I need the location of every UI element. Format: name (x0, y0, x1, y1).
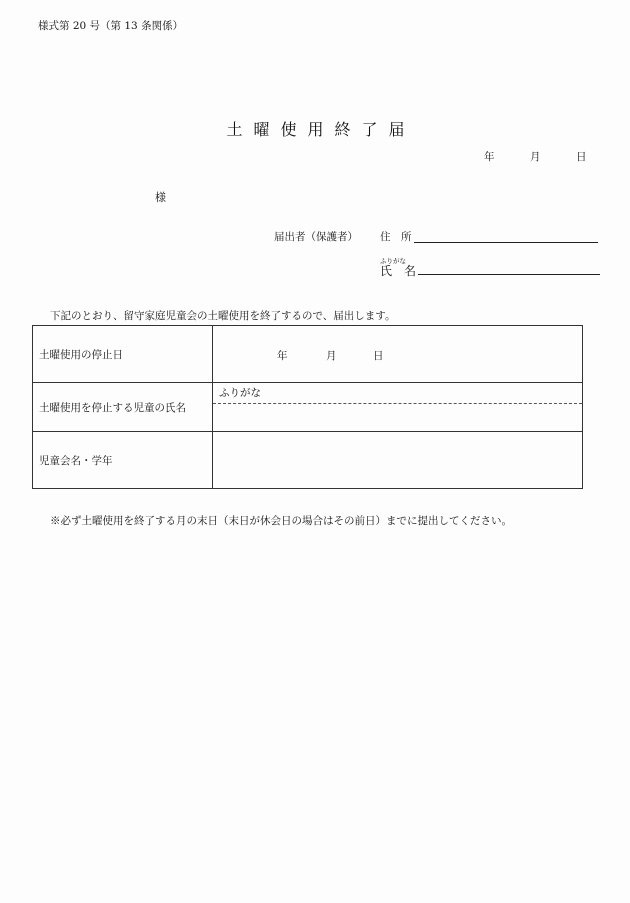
date-year-label: 年 (484, 151, 495, 163)
child-name-label: 土曜使用を停止する児童の氏名 (33, 383, 213, 432)
name-furigana-label: ふりがな (380, 257, 406, 265)
table-row (33, 383, 583, 432)
address-field[interactable] (414, 242, 598, 243)
club-grade-field[interactable] (213, 432, 583, 489)
stop-date-month-label: 月 (326, 350, 337, 362)
submission-note: ※必ず土曜使用を終了する月の末日（末日が休会日の場合はその前日）までに提出してください。 (50, 515, 512, 527)
stop-date-label: 土曜使用の停止日 (33, 326, 213, 383)
table-row (33, 326, 583, 383)
child-furigana-label: ふりがな (219, 387, 261, 399)
name-field[interactable] (418, 274, 600, 275)
submission-date (484, 149, 587, 164)
addressee-suffix: 様 (155, 191, 166, 204)
child-name-field[interactable] (213, 404, 582, 431)
name-label: 氏 名 (380, 264, 417, 278)
form-number: 様式第 20 号（第 13 条関係） (38, 20, 184, 32)
statement-text: 下記のとおり、留守家庭児童会の土曜使用を終了するので、届出します。 (50, 310, 396, 322)
reporter-label: 届出者（保護者） (274, 231, 358, 243)
address-label: 住 所 (380, 231, 412, 243)
page-title: 土曜使用終了届 (226, 120, 416, 139)
date-month-label: 月 (530, 151, 541, 163)
club-grade-label: 児童会名・学年 (33, 432, 213, 489)
stop-date-field[interactable] (213, 326, 583, 383)
child-furigana-field[interactable] (213, 383, 582, 404)
stop-date-year-label: 年 (277, 350, 288, 362)
date-day-label: 日 (576, 151, 587, 163)
table-row (33, 432, 583, 489)
child-name-cell (213, 383, 583, 432)
stop-date-day-label: 日 (373, 350, 384, 362)
request-table (32, 325, 583, 489)
